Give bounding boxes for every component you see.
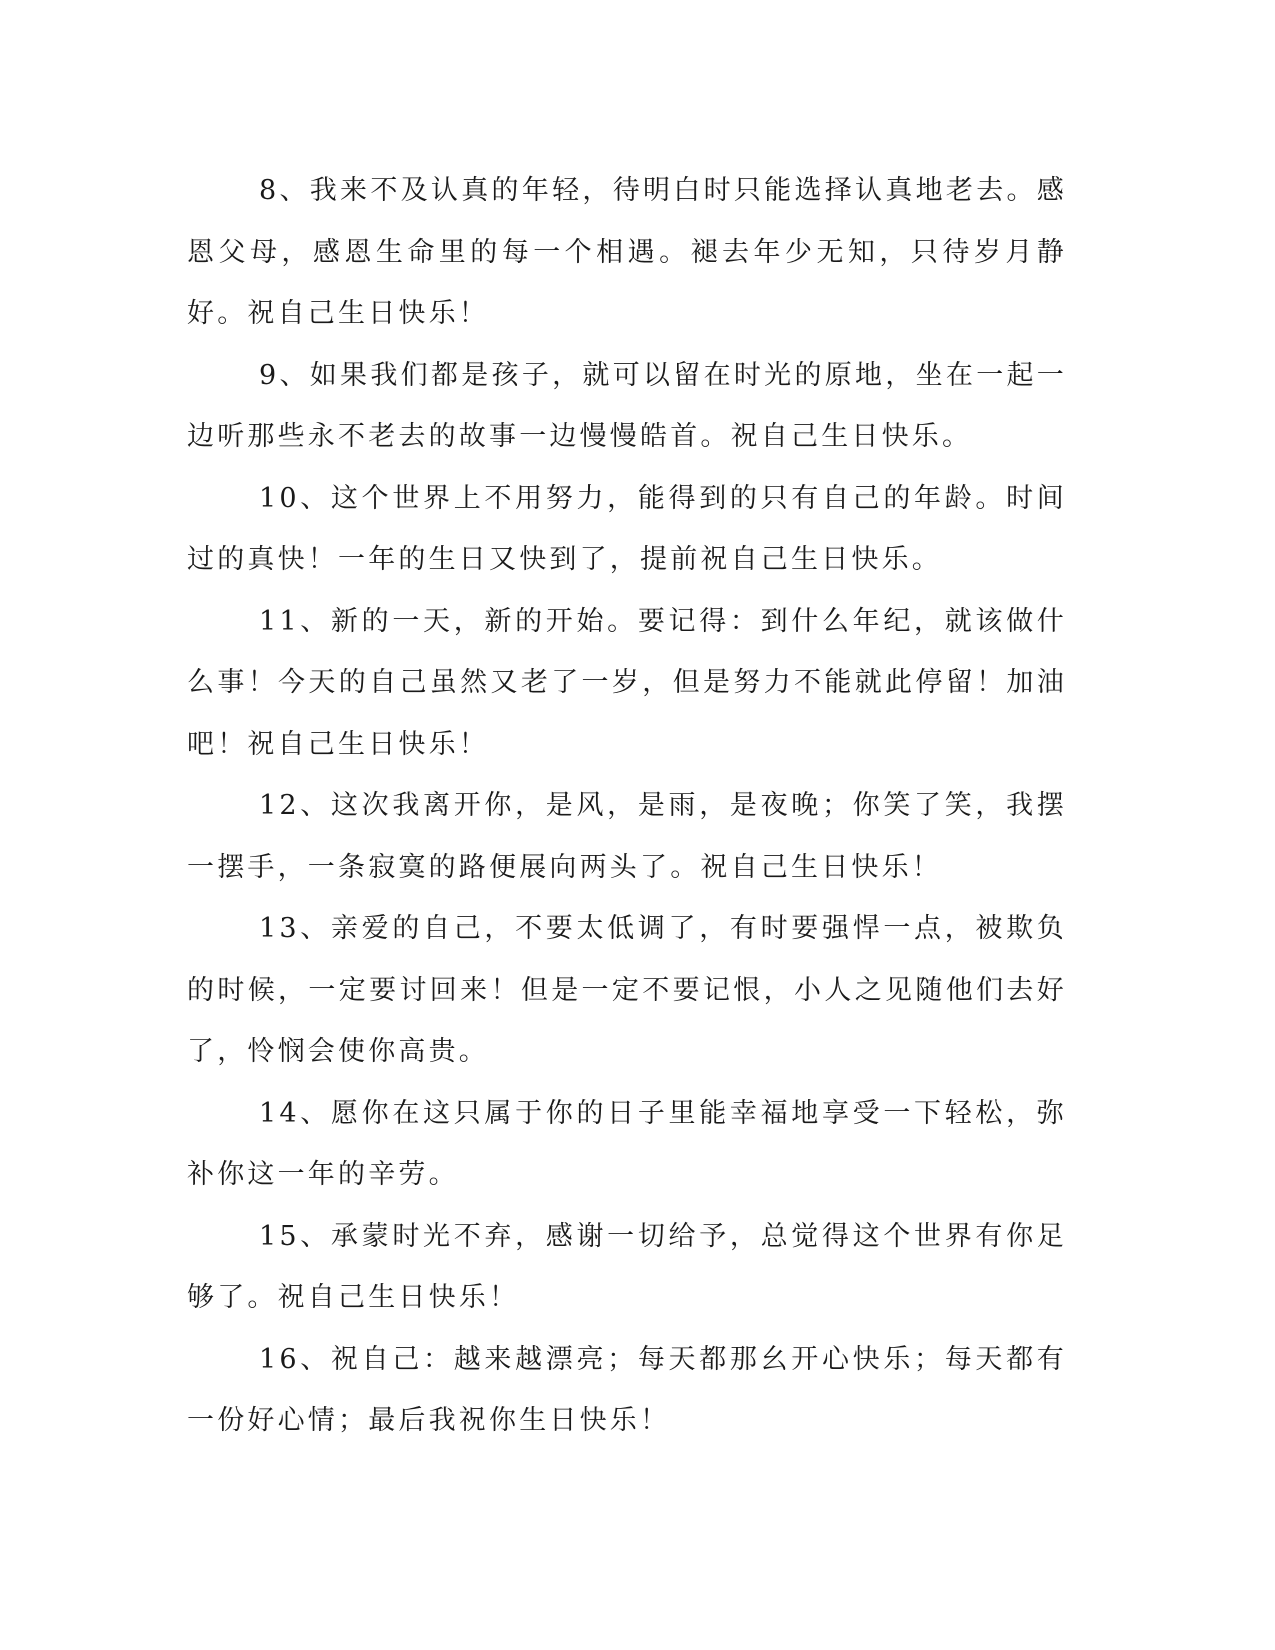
paragraph-9: 9、如果我们都是孩子，就可以留在时光的原地，坐在一起一边听那些永不老去的故事一边慢慢皓首。祝自己生日快乐。 — [187, 359, 1067, 452]
paragraph-15: 15、承蒙时光不弃，感谢一切给予，总觉得这个世界有你足够了。祝自己生日快乐！ — [187, 1220, 1067, 1313]
paragraph-11: 11、新的一天，新的开始。要记得：到什么年纪，就该做什么事！今天的自己虽然又老了一岁，但是努力不能就此停留！加油吧！祝自己生日快乐！ — [187, 605, 1067, 760]
paragraph-16: 16、祝自己：越来越漂亮；每天都那幺开心快乐；每天都有一份好心情；最后我祝你生日快乐！ — [187, 1343, 1067, 1436]
document-body — [187, 160, 1067, 1452]
paragraph-14: 14、愿你在这只属于你的日子里能幸福地享受一下轻松，弥补你这一年的辛劳。 — [187, 1097, 1067, 1190]
paragraph-12: 12、这次我离开你，是风，是雨，是夜晚；你笑了笑，我摆一摆手，一条寂寞的路便展向两头了。祝自己生日快乐！ — [187, 790, 1067, 883]
paragraph-10: 10、这个世界上不用努力，能得到的只有自己的年龄。时间过的真快！一年的生日又快到了，提前祝自己生日快乐。 — [187, 482, 1067, 575]
paragraph-8: 8、我来不及认真的年轻，待明白时只能选择认真地老去。感恩父母，感恩生命里的每一个相遇。褪去年少无知，只待岁月静好。祝自己生日快乐！ — [187, 175, 1067, 329]
paragraph-13: 13、亲爱的自己，不要太低调了，有时要强悍一点，被欺负的时候，一定要讨回来！但是一定不要记恨，小人之见随他们去好了，怜悯会使你高贵。 — [187, 913, 1067, 1067]
